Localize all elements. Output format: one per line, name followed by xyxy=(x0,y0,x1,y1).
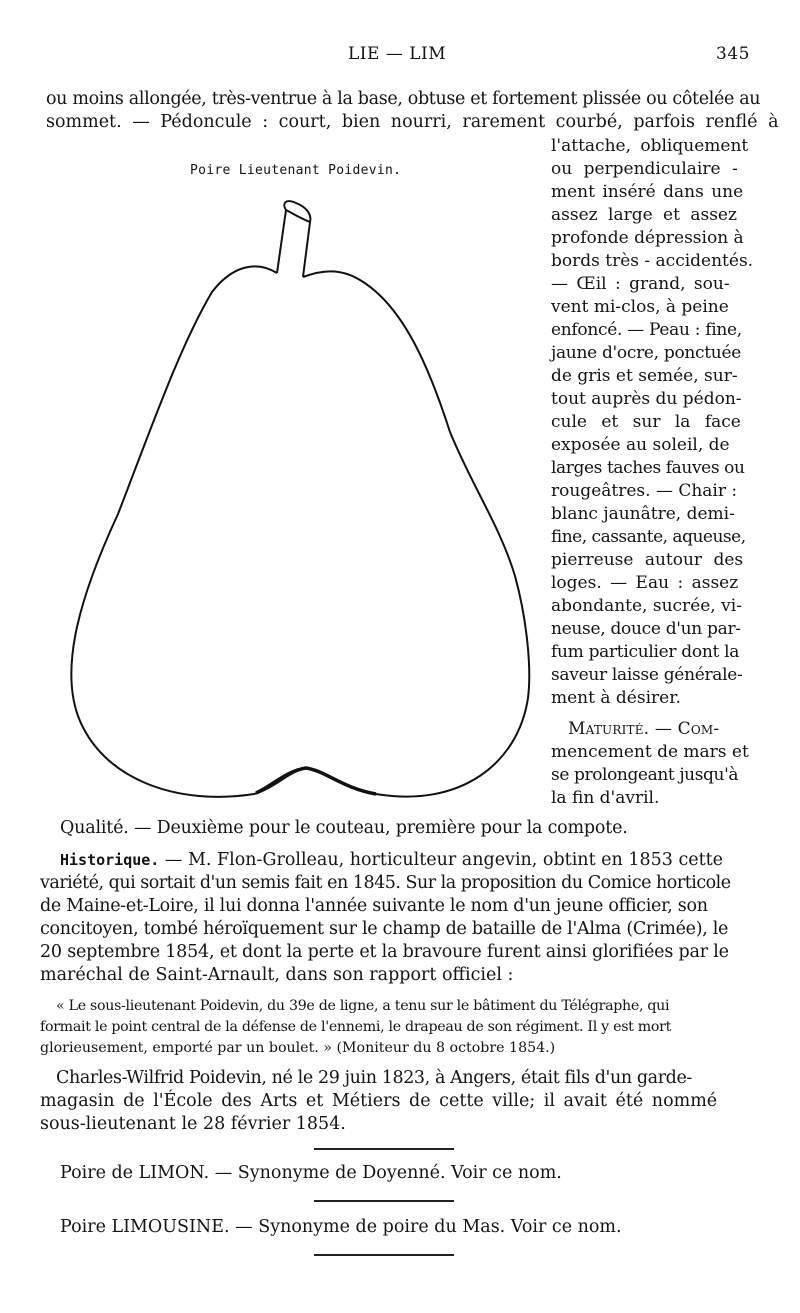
text-line: Charles-Wilfrid Poidevin, né le 29 juin 1823, à Angers, était fils d'un garde- xyxy=(56,1068,692,1088)
text-line: glorieusement, emporté par un boulet. » (Moniteur du 8 octobre 1854.) xyxy=(40,1040,556,1056)
figure-caption: Poire Lieutenant Poidevin. xyxy=(190,163,402,178)
separator-rule xyxy=(314,1200,454,1202)
separator-rule xyxy=(314,1148,454,1150)
text-line: maréchal de Saint-Arnault, dans son rapport officiel : xyxy=(40,965,514,985)
text-line: assez large et assez xyxy=(551,205,737,225)
text-line: de Maine-et-Loire, il lui donna l'année suivante le nom d'un jeune officier, son xyxy=(40,896,708,916)
page-number: 345 xyxy=(716,44,750,64)
text-line: jaune d'ocre, ponctuée xyxy=(551,343,741,363)
text-line: 20 septembre 1854, et dont la perte et la bravoure furent ainsi glorifiées par le xyxy=(40,942,729,962)
text-line: magasin de l'École des Arts et Métiers de cette ville; il avait été nommé xyxy=(40,1091,718,1111)
separator-rule xyxy=(314,1254,454,1256)
text-line: tout auprès du pédon- xyxy=(551,389,742,409)
text-line: « Le sous-lieutenant Poidevin, du 39e de ligne, a tenu sur le bâtiment du Télégraphe, qui xyxy=(56,998,670,1014)
text-line: mencement de mars et xyxy=(551,742,749,762)
text-line: variété, qui sortait d'un semis fait en 1845. Sur la proposition du Comice horticole xyxy=(40,873,731,893)
quality-line: Qualité. — Deuxième pour le couteau, première pour la compote. xyxy=(60,818,628,838)
history-line: — M. Flon-Grolleau, horticulteur angevin, obtint en 1853 cette xyxy=(159,850,724,870)
text-line: neuse, douce d'un par- xyxy=(551,619,741,639)
text-line: concitoyen, tombé héroïquement sur le champ de bataille de l'Alma (Crimée), le xyxy=(40,919,729,939)
text-line: cule et sur la face xyxy=(551,412,741,432)
pear-outline-icon xyxy=(60,196,540,816)
text-line: de gris et semée, sur- xyxy=(551,366,738,386)
text-line: profonde dépression à xyxy=(551,228,744,248)
text-line: se prolongeant jusqu'à xyxy=(551,765,739,785)
text-line: pierreuse autour des xyxy=(551,550,744,570)
text-line: loges. — Eau : assez xyxy=(551,573,739,593)
entry-limousine: Poire LIMOUSINE. — Synonyme de poire du Mas. Voir ce nom. xyxy=(60,1217,622,1237)
text-line: saveur laisse générale- xyxy=(551,665,743,685)
text-line: Maturité. — Com- xyxy=(568,719,720,739)
text-line: vent mi-clos, à peine xyxy=(551,297,729,317)
text-line: ou perpendiculaire - xyxy=(551,159,738,179)
text-line: exposée au soleil, de xyxy=(551,435,730,455)
text-line: larges taches fauves ou xyxy=(551,458,745,478)
text-line: enfoncé. — Peau : fine, xyxy=(551,320,742,340)
text-line: sous-lieutenant le 28 février 1854. xyxy=(40,1114,346,1134)
text-line: ou moins allongée, très-ventrue à la base, obtuse et fortement plissée ou côtelée au xyxy=(46,89,761,109)
text-line: sommet. — Pédoncule : court, bien nourri, rarement courbé, parfois renflé à xyxy=(46,112,779,132)
entry-limon: Poire de LIMON. — Synonyme de Doyenné. Voir ce nom. xyxy=(60,1163,562,1183)
text-line: fine, cassante, aqueuse, xyxy=(551,527,746,547)
text-line: l'attache, obliquement xyxy=(551,136,749,156)
text-line: ment à désirer. xyxy=(551,688,681,708)
text-line: fum particulier dont la xyxy=(551,642,740,662)
text-line xyxy=(60,849,723,872)
text-line: blanc jaunâtre, demi- xyxy=(551,504,735,524)
running-title: LIE — LIM xyxy=(348,44,447,64)
text-line: la fin d'avril. xyxy=(551,788,660,808)
text-line: bords très - accidentés. xyxy=(551,251,754,271)
history-label: Historique. xyxy=(60,851,160,869)
text-line: ment inséré dans une xyxy=(551,182,744,202)
text-line: — Œil : grand, sou- xyxy=(551,274,730,294)
text-line: rougeâtres. — Chair : xyxy=(551,481,738,501)
text-line: abondante, sucrée, vi- xyxy=(551,596,742,616)
text-line: formait le point central de la défense de l'ennemi, le drapeau de son régiment. Il y est mort xyxy=(40,1019,672,1035)
